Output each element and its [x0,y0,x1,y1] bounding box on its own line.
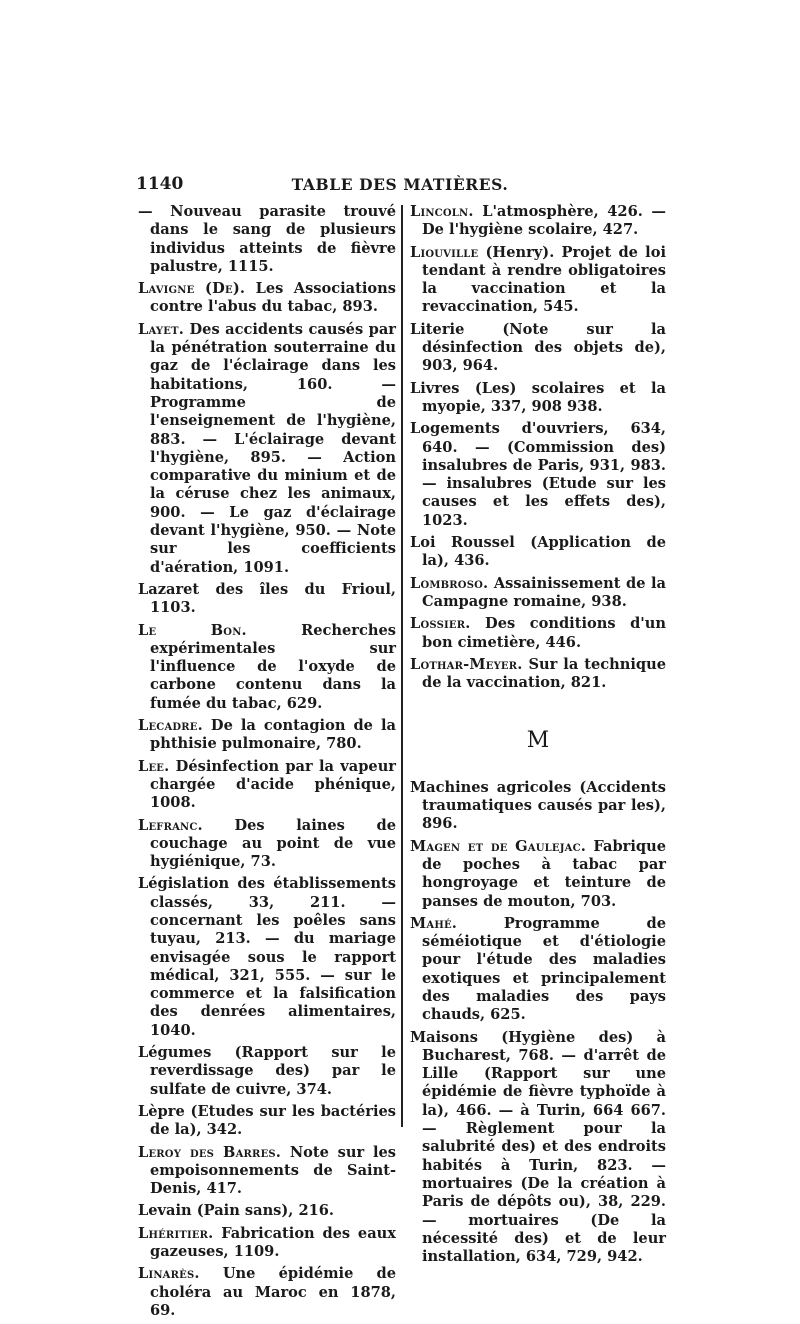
entry-text: Machines agricoles (Accidents traumatiques causés par les), 896. [410,778,666,833]
index-entry [138,1044,396,1099]
entry-heading: Lincoln. [410,203,474,220]
index-entry [138,1225,396,1262]
entry-heading: Mahé. [410,914,458,932]
index-entry [410,244,666,317]
right-column-after [410,779,666,1267]
entry-heading: Lecadre. [138,717,203,735]
index-entry [410,203,666,240]
index-entry [410,915,666,1025]
entry-text: Livres (Les) scolaires et la myopie, 337, 908 938. [410,379,666,415]
index-entry [410,575,666,612]
entry-heading: Lombroso. [410,574,489,592]
index-entry [410,615,666,652]
index-entry [138,758,396,813]
entry-heading: Layet. [138,320,185,338]
entry-text: Des accidents causés par la pénétration souterraine du gaz de l'éclairage dans les habitations, 160. — Programme de l'enseignement de l'hygiène, 883. — L'éclairage devant l'hygiène, 895. — Action comparative du minium et de la céruse chez les animaux, 900. — Le gaz d'éclairage devant l'hygiène, 950. — Note sur les coefficients d'aération, 1091. [150,320,396,576]
index-entry [410,838,666,911]
index-entry [138,622,396,713]
index-entry [410,1029,666,1267]
index-entry [138,280,396,317]
entry-text: Désinfection par la vapeur chargée d'acide phénique, 1008. [150,757,396,812]
entry-heading: Linarès. [138,1265,200,1283]
entry-text: Recherches expérimentales sur l'influence de l'oxyde de carbone contenu dans la fumée du tabac, 629. [150,621,396,712]
entry-text: L'atmosphère, 426. — De l'hygiène scolaire, 427. [422,203,666,239]
entry-text: — Nouveau parasite trouvé dans le sang de plusieurs individus atteints de fièvre palustre, 1115. [138,203,396,275]
entry-text: Législation des établissements classés, 33, 211. — concernant les poêles sans tuyau, 213. — du mariage envisagée sous le rapport médical, 321, 555. — sur le commerce et la falsification des denrées alimentaires, 1040. [138,875,396,1039]
entry-text: Les Associations contre l'abus du tabac, 893. [150,280,396,316]
entry-text: Lazaret des îles du Frioul, 1103. [138,580,396,617]
entry-text: (Henry). Projet de loi tendant à rendre obligatoires la vaccination et la revaccination, 545. [422,243,666,316]
index-entry [410,656,666,693]
entry-text: Note sur les empoisonnements de Saint-Denis, 417. [150,1143,396,1198]
index-entry [138,1202,396,1220]
index-entry [138,203,396,276]
right-column-before [410,203,666,692]
entry-text: Logements d'ouvriers, 634, 640. — (Commission des) insalubres de Paris, 931, 983. — insalubres (Etude sur les causes et les effets des), 1023. [410,420,666,529]
entry-heading: Leroy des Barres. [138,1143,282,1161]
entry-text: Assainissement de la Campagne romaine, 938. [422,574,666,610]
entry-text: Sur la technique de la vaccination, 821. [422,655,666,692]
page-number: 1140 [136,174,184,194]
section-letter: M [526,728,550,754]
index-entry [410,534,666,571]
entry-text: Lèpre (Etudes sur les bactéries de la), 342. [138,1102,396,1139]
entry-text: Une épidémie de choléra au Maroc en 1878, 69. [150,1265,396,1319]
entry-text: Maisons (Hygiène des) à Bucharest, 768. — d'arrêt de Lille (Rapport sur une épidémie de fièvre typhoïde à la), 466. — à Turin, 664 667. — Règlement pour la salubrité des) et des endroits habités à Turin, 823. — mortuaires (De la création à Paris de dépôts ou), 38, 229. — mortuaires (De la nécessité des) et de leur installation, 634, 729, 942. [410,1028,666,1266]
running-title: TABLE DES MATIÈRES. [291,175,509,194]
index-entry [138,717,396,754]
index-entry [138,1144,396,1199]
index-entry [138,1265,396,1320]
entry-heading: Liouville [410,243,479,261]
entry-text: Des conditions d'un bon cimetière, 446. [422,615,666,651]
entry-text: Des laines de couchage au point de vue hygiénique, 73. [150,816,396,871]
index-entry [410,380,666,417]
index-entry [410,779,666,834]
left-column [138,203,396,1324]
column-rule [401,205,403,1127]
entry-text: Loi Roussel (Application de la), 436. [410,534,666,570]
index-entry [138,817,396,872]
index-entry [138,321,396,577]
entry-text: Programme de séméiotique et d'étiologie pour l'étude des maladies exotiques et principalement des maladies des pays chauds, 625. [422,914,666,1024]
entry-text: De la contagion de la phthisie pulmonaire, 780. [150,717,396,753]
index-entry [138,1103,396,1140]
entry-heading: Lee. [138,757,170,775]
index-entry [410,321,666,376]
entry-text: Literie (Note sur la désinfection des objets de), 903, 964. [410,320,666,375]
entry-heading: Lothar-Meyer. [410,655,523,673]
entry-text: Levain (Pain sans), 216. [138,1202,335,1220]
entry-heading: Lhéritier. [138,1224,214,1242]
index-entry [138,581,396,618]
entry-heading: Lefranc. [138,816,203,834]
entry-heading: Magen et de Gaulejac. [410,837,587,855]
entry-text: Fabrique de poches à tabac par hongroyage et teinture de panses de mouton, 703. [422,837,666,910]
entry-text: Légumes (Rapport sur le reverdissage des) par le sulfate de cuivre, 374. [138,1044,396,1098]
entry-heading: Lavigne (De). [138,280,246,298]
entry-heading: Le Bon. [138,621,247,639]
entry-text: Fabrication des eaux gazeuses, 1109. [150,1224,396,1261]
index-entry [138,875,396,1040]
right-column [410,203,666,1270]
entry-heading: Lossier. [410,615,471,633]
index-entry [410,420,666,530]
